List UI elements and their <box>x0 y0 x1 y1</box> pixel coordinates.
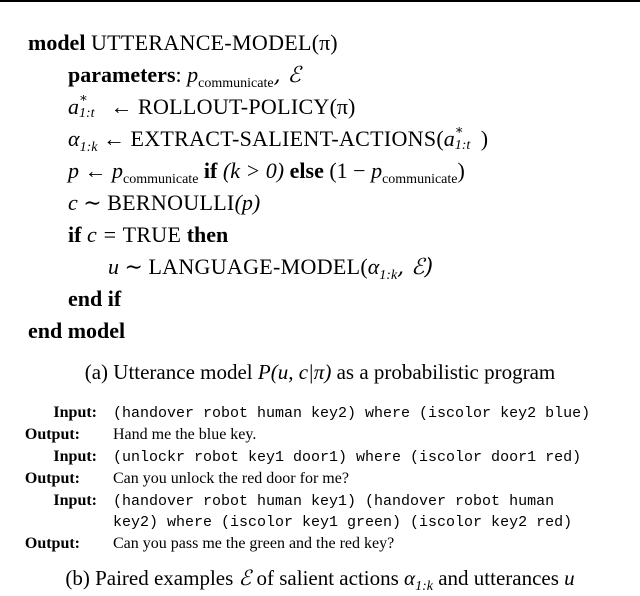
sub-communicate: communicate <box>198 76 274 91</box>
keyword-parameters: parameters <box>68 62 176 87</box>
algo-line-end-model <box>28 316 125 346</box>
literal-true: TRUE <box>122 222 182 247</box>
var-a: a <box>443 126 455 151</box>
paren-open: ( <box>436 126 444 151</box>
tilde: ∼ <box>119 254 149 279</box>
var-p: p <box>112 158 123 183</box>
algo-line-if <box>68 220 228 250</box>
algo-line-end-if <box>68 284 121 314</box>
sup-star: ∗ <box>79 90 88 105</box>
procedure-name: LANGUAGE-MODEL <box>148 254 361 279</box>
var-alpha: α <box>367 254 380 279</box>
arrow: ← <box>97 126 131 151</box>
caption-b <box>0 566 640 595</box>
keyword-end-if: end if <box>68 286 122 311</box>
example-input: (handover robot human key2) where (iscolor key2 blue) <box>113 405 591 422</box>
arrow: ← <box>79 158 112 183</box>
sub-range: 1:k <box>79 140 98 155</box>
args-close: , ℰ) <box>397 255 434 280</box>
caption-a-suffix: as a probabilistic program <box>331 360 556 384</box>
var-p: p <box>68 158 79 183</box>
arg-pi: (π) <box>329 94 356 119</box>
algo-line-bernoulli <box>68 188 260 218</box>
example-input-continued: key2) where (iscolor key1 green) (iscolor key2 red) <box>113 514 573 531</box>
set-e: , ℰ <box>273 63 301 88</box>
algo-line-parameters <box>68 60 301 90</box>
sub-range: 1:k <box>379 268 398 283</box>
arg-p: (p) <box>234 190 261 215</box>
caption-b-alpha: α <box>404 566 416 590</box>
caption-b-prefix: (b) Paired examples <box>65 566 239 590</box>
sub-range: 1:t <box>454 138 471 153</box>
algo-line-model <box>28 28 338 58</box>
var-u: u <box>108 254 119 279</box>
procedure-name: BERNOULLI <box>107 190 235 215</box>
output-label: Output: <box>24 535 80 552</box>
caption-b-u: u <box>564 566 575 590</box>
condition: (k > 0) <box>222 158 285 183</box>
caption-a-math: P(u, c|π) <box>257 360 332 384</box>
procedure-name: EXTRACT-SALIENT-ACTIONS <box>130 126 437 151</box>
script-stack <box>79 90 105 121</box>
keyword-then: then <box>181 222 229 247</box>
keyword-else: else <box>284 158 330 183</box>
caption-b-mid: of salient actions <box>251 566 405 590</box>
sub-communicate: communicate <box>382 172 458 187</box>
example-output: Can you unlock the red door for me? <box>113 470 349 487</box>
paren-open: ( <box>360 254 368 279</box>
keyword-model: model <box>28 30 86 55</box>
caption-b-and: and utterances <box>432 566 565 590</box>
var-a: a <box>68 94 79 119</box>
script-stack <box>454 122 481 153</box>
paren-close: ) <box>457 158 465 183</box>
condition: c = <box>81 222 123 247</box>
arg-pi: (π) <box>311 30 338 55</box>
var-p: p <box>187 62 199 87</box>
var-c: c <box>68 190 78 215</box>
example-input: (unlockr robot key1 door1) where (iscolor door1 red) <box>113 449 582 466</box>
top-rule <box>0 0 640 2</box>
tilde: ∼ <box>77 190 108 215</box>
example-input: (handover robot human key1) (handover robot human <box>113 493 555 510</box>
algo-line-language-model <box>108 252 433 282</box>
sub-communicate: communicate <box>123 172 199 187</box>
input-label: Input: <box>53 448 97 465</box>
algo-line-rollout <box>68 92 355 122</box>
keyword-end-model: end model <box>28 318 126 343</box>
paren-close: ) <box>480 126 489 151</box>
keyword-if: if <box>68 222 82 247</box>
sub-range: 1:t <box>79 106 95 121</box>
algo-line-p-assign <box>68 156 465 186</box>
procedure-name: UTTERANCE-MODEL <box>90 30 312 55</box>
paren-open: (1 − <box>329 158 372 183</box>
colon: : <box>175 62 182 87</box>
caption-b-sub: 1:k <box>415 579 433 594</box>
var-p: p <box>371 158 383 183</box>
var-alpha: α <box>68 126 80 151</box>
sup-star: ∗ <box>454 122 464 137</box>
example-output: Hand me the blue key. <box>113 426 257 443</box>
output-label: Output: <box>24 426 80 443</box>
caption-a <box>0 360 640 385</box>
algo-line-extract <box>68 124 488 154</box>
caption-b-symbol: ℰ <box>238 566 252 590</box>
output-label: Output: <box>24 470 80 487</box>
procedure-name: ROLLOUT-POLICY <box>138 94 330 119</box>
caption-a-prefix: (a) Utterance model <box>84 360 258 384</box>
arrow: ← <box>105 94 138 119</box>
input-label: Input: <box>53 492 97 509</box>
keyword-if: if <box>198 158 223 183</box>
input-label: Input: <box>53 404 97 421</box>
example-output: Can you pass me the green and the red key? <box>113 535 395 552</box>
